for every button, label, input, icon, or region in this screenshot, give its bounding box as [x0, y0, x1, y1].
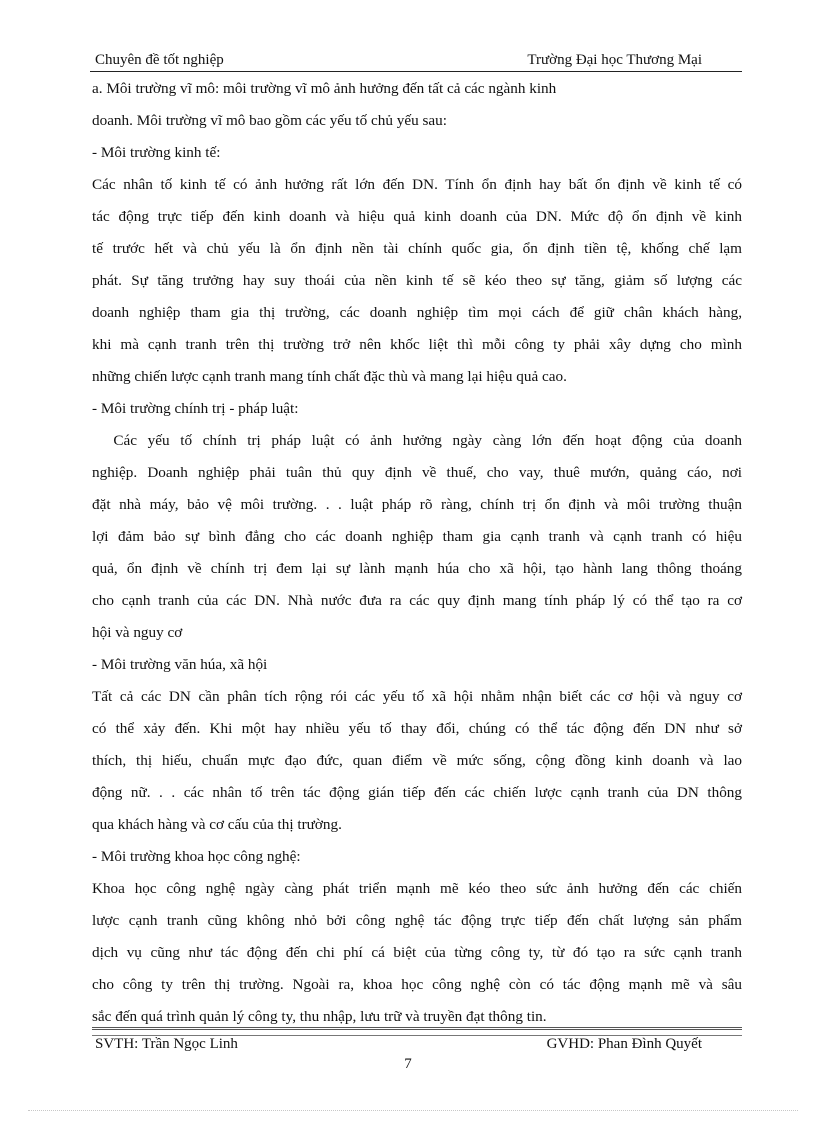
body-line: qua khách hàng và cơ cấu của thị trường. [92, 816, 342, 833]
header-thesis-title: Chuyên đề tốt nghiệp [95, 52, 224, 68]
body-line: nghiệp. Doanh nghiệp phải tuân thủ quy định về thuế, cho vay, thuê mướn, quảng cáo, nơi [92, 464, 742, 481]
header-divider [90, 71, 742, 72]
section-heading-cultural-social: - Môi trường văn húa, xã hội [92, 656, 268, 673]
body-line: doanh nghiệp tham gia thị trường, các doanh nghiệp tìm mọi cách để giữ chân khách hàng, [92, 304, 742, 321]
body-line: tế trước hết và chủ yếu là ổn định nền tài chính quốc gia, ổn định tiền tệ, khống chế lạm [92, 240, 742, 257]
header-university: Trường Đại học Thương Mại [527, 52, 702, 68]
page-body [92, 73, 742, 1033]
body-line: phát. Sự tăng trưởng hay suy thoái của nền kinh tế sẽ kéo theo sự tăng, giảm số lượng các [92, 272, 742, 289]
body-line: động nữ. . . các nhân tố trên tác động gián tiếp đến các chiến lược cạnh tranh của DN thông [92, 784, 742, 801]
section-heading-technology: - Môi trường khoa học công nghệ: [92, 848, 301, 865]
body-line: những chiến lược cạnh tranh mang tính chất đặc thù và mang lại hiệu quả cao. [92, 368, 567, 385]
body-line: lợi đảm bảo sự bình đẳng cho các doanh nghiệp tham gia cạnh tranh và cạnh tranh có hiệu [92, 528, 742, 545]
body-line: hội và nguy cơ [92, 624, 183, 641]
body-line: đặt nhà máy, bảo vệ môi trường. . . luật pháp rõ ràng, chính trị ổn định và môi trường thuận [92, 496, 742, 513]
body-line: Các nhân tố kinh tế có ảnh hưởng rất lớn đến DN. Tính ổn định hay bất ổn định về kinh tế có [92, 176, 742, 193]
page-number: 7 [404, 1056, 412, 1072]
footer-advisor: GVHD: Phan Đình Quyết [546, 1036, 702, 1052]
body-line: Tất cả các DN cần phân tích rộng rói các yếu tố xã hội nhằm nhận biết các cơ hội và nguy cơ [92, 688, 742, 705]
body-line: Khoa học công nghệ ngày càng phát triển mạnh mẽ kéo theo sức ảnh hưởng đến các chiến [92, 880, 742, 897]
body-line: tác động trực tiếp đến kinh doanh và hiệu quả kinh doanh của DN. Mức độ ổn định về kinh [92, 208, 742, 225]
body-line: thích, thị hiếu, chuẩn mực đạo đức, quan điểm về mức sống, cộng đồng kinh doanh và lao [92, 752, 742, 769]
footer-divider [92, 1027, 742, 1036]
body-line: Các yếu tố chính trị pháp luật có ảnh hưởng ngày càng lớn đến hoạt động của doanh [92, 432, 742, 449]
page-break-line [28, 1110, 798, 1111]
section-heading-economic: - Môi trường kinh tế: [92, 144, 221, 161]
section-heading-political-legal: - Môi trường chính trị - pháp luật: [92, 400, 299, 417]
body-line: cho cạnh tranh của các DN. Nhà nước đưa ra các quy định mang tính pháp lý có thể tạo ra cơ [92, 592, 742, 609]
footer-student: SVTH: Trần Ngọc Linh [95, 1036, 238, 1052]
body-line: sắc đến quá trình quản lý công ty, thu nhập, lưu trữ và truyền đạt thông tin. [92, 1008, 547, 1025]
body-line: khi mà cạnh tranh trên thị trường trở nên khốc liệt thì mỗi công ty phải xây dựng cho mình [92, 336, 742, 353]
body-line: lược cạnh tranh cũng không nhỏ bởi công nghệ tác động trực tiếp đến chất lượng sản phẩm [92, 912, 742, 929]
body-line: quả, ổn định về chính trị đem lại sự lành mạnh húa cho xã hội, tạo hành lang thông thoáng [92, 560, 742, 577]
page-header [95, 52, 740, 72]
body-line: a. Môi trường vĩ mô: môi trường vĩ mô ảnh hưởng đến tất cả các ngành kinh [92, 80, 557, 97]
body-line: cho công ty trên thị trường. Ngoài ra, khoa học công nghệ còn có tác động mạnh mẽ và sâu [92, 976, 742, 993]
body-line: doanh. Môi trường vĩ mô bao gồm các yếu tố chủ yếu sau: [92, 112, 447, 129]
body-line: có thể xảy đến. Khi một hay nhiều yếu tố thay đổi, chúng có thể tác động đến DN như sở [92, 720, 742, 737]
body-line: dịch vụ cũng như tác động đến chi phí cá biệt của từng công ty, từ đó tạo ra sức cạnh tranh [92, 944, 742, 961]
